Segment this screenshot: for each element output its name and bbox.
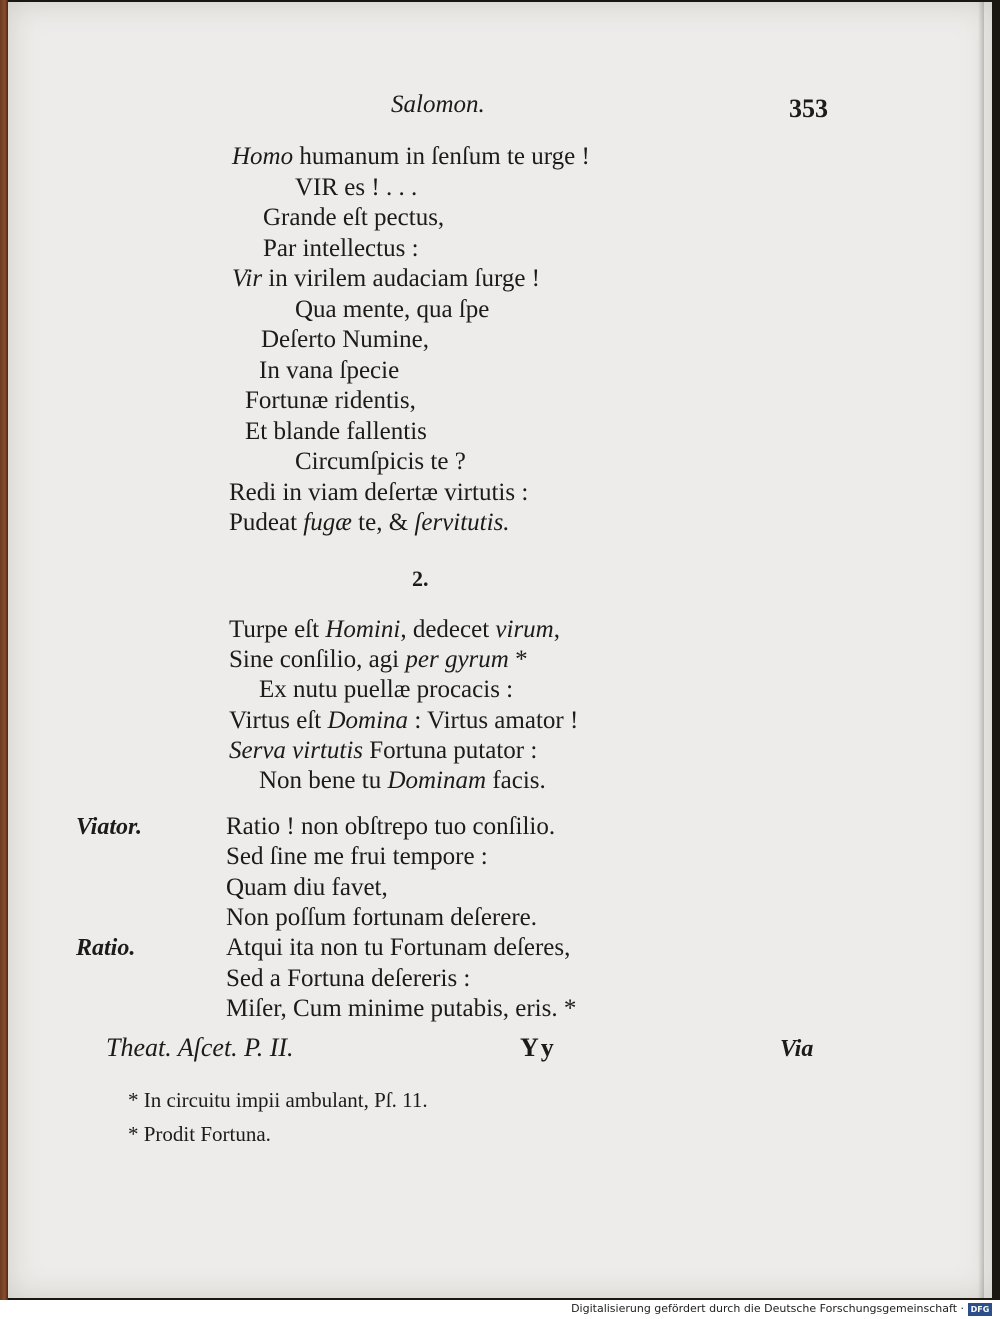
verse-line (245, 419, 427, 444)
verse-fragment: per gyrum (405, 646, 509, 674)
verse-fragment: VIR es ! . . . (295, 173, 418, 201)
verse-line (232, 144, 590, 169)
verse-line (229, 480, 528, 505)
dialogue-line: Quam diu favet, (226, 873, 388, 901)
verse-fragment: Virtus eſt (229, 706, 328, 734)
credit-text: Digitalisierung gefördert durch die Deutsche Forschungsgemeinschaft · (571, 1302, 964, 1315)
verse-fragment: Domina (327, 706, 409, 734)
verse-fragment: humanum in ſenſum te urge ! (293, 143, 590, 170)
verse-fragment: Homini (325, 616, 401, 643)
verse-line (232, 266, 540, 291)
verse-fragment: Et blande fallentis (245, 417, 427, 445)
credit-bar (0, 1300, 1000, 1319)
verse-fragment: Non bene tu (259, 767, 388, 794)
running-footer-title: Theat. Aſcet. P. II. (106, 1033, 294, 1062)
catchword: Via (780, 1036, 814, 1062)
dialogue-line: Sed ſine me frui tempore : (226, 843, 488, 871)
verse-fragment: , (553, 616, 560, 643)
footnote: * Prodit Fortuna. (128, 1122, 271, 1146)
dialogue-line: Miſer, Cum minime putabis, eris. * (226, 994, 577, 1022)
dialogue-line: Atqui ita non tu Fortunam deſeres, (226, 934, 571, 962)
verse-fragment: Vir (232, 265, 263, 292)
verse-fragment: Ex nutu puellæ procacis : (259, 676, 514, 704)
verse-fragment: Fortunæ ridentis, (245, 387, 416, 414)
verse-fragment: , dedecet (400, 616, 496, 643)
verse-line (295, 297, 489, 322)
book-page (8, 2, 992, 1298)
verse-fragment: Turpe eſt (229, 616, 326, 643)
verse-fragment: fugæ (303, 509, 352, 536)
verse-line (259, 358, 399, 383)
verse-fragment: Deſerto Numine, (261, 326, 430, 353)
verse-fragment: Circumſpicis te ? (295, 448, 466, 475)
verse-line (263, 236, 419, 261)
verse-fragment: Par intellectus : (263, 234, 419, 262)
verse-line (295, 175, 417, 200)
verse-fragment: virum (495, 616, 554, 643)
verse-fragment: ſervitutis. (414, 509, 510, 536)
verse-fragment: Fortuna putator : (363, 736, 538, 764)
footnote: * In circuitu impii ambulant, Pſ. 11. (128, 1088, 428, 1112)
book-spine-edge (0, 0, 8, 1300)
verse-fragment: Redi in viam deſertæ virtutis : (229, 478, 529, 506)
verse-line (261, 327, 429, 352)
verse-line (229, 647, 528, 672)
verse-line (259, 768, 546, 793)
verse-fragment: facis. (486, 767, 546, 794)
page-number: 353 (789, 94, 828, 123)
running-header-title: Salomon. (391, 91, 485, 118)
verse-fragment: in virilem audaciam ſurge ! (262, 265, 541, 292)
dialogue-line: Non poſſum fortunam deſerere. (226, 903, 538, 931)
speaker-label: Viator. (76, 814, 143, 840)
verse-fragment: Pudeat (229, 509, 304, 536)
section-number: 2. (412, 566, 429, 591)
verse-line (263, 205, 444, 230)
verse-line (229, 738, 537, 763)
verse-line (229, 510, 510, 535)
verse-fragment: Grande eſt pectus, (263, 204, 445, 231)
verse-fragment: In vana ſpecie (259, 356, 400, 384)
verse-fragment: Dominam (387, 767, 487, 794)
verse-fragment: Sine conſilio, agi (229, 646, 406, 674)
dialogue-line: Sed a Fortuna deſereris : (226, 964, 471, 992)
verse-fragment: te, & (351, 509, 415, 536)
verse-fragment: * (508, 646, 528, 674)
signature-mark: Yy (520, 1033, 556, 1062)
verse-fragment: Serva virtutis (229, 736, 364, 764)
verse-fragment: Qua mente, qua ſpe (295, 295, 490, 323)
verse-line (245, 388, 416, 413)
speaker-label: Ratio. (76, 935, 136, 962)
verse-line (229, 708, 578, 733)
dfg-logo: DFG (968, 1303, 992, 1316)
verse-line (259, 677, 513, 702)
verse-line (229, 617, 560, 642)
verse-line (295, 449, 466, 474)
verse-fragment: : Virtus amator ! (408, 706, 579, 734)
verse-fragment: Homo (232, 143, 294, 170)
dialogue-line: Ratio ! non obſtrepo tuo conſilio. (226, 813, 556, 840)
